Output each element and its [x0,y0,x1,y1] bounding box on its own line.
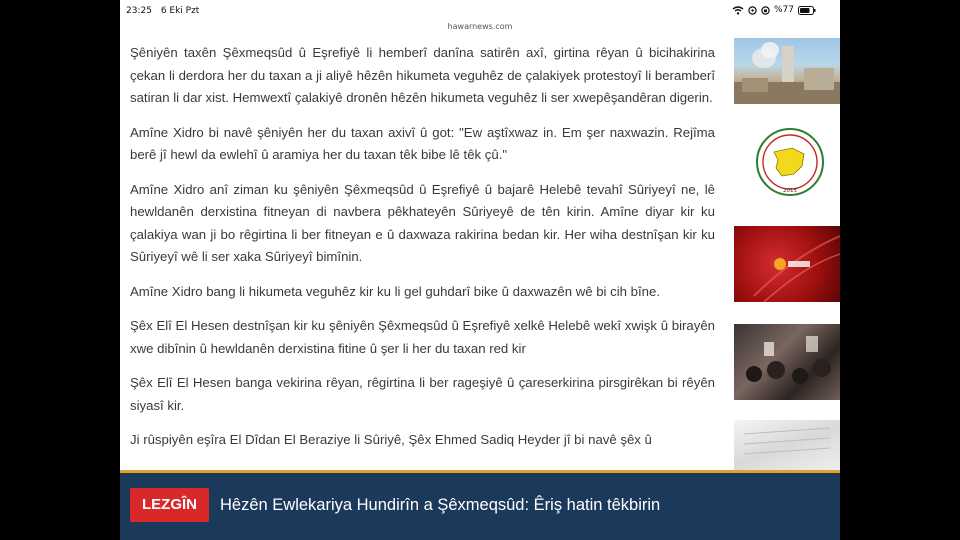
breaking-news-ticker[interactable] [120,470,840,540]
emblem-year: 2015 [783,188,797,194]
breaking-news-badge: LEZGÎN [130,488,209,522]
status-bar [120,0,840,22]
thumbnail-syria-emblem[interactable] [734,126,840,198]
article-paragraph: Amîne Xidro bang li hikumeta veguhêz kir ku li gel guhdarî bike û daxwazên wê bi cih bîne. [130,283,660,299]
breaking-news-headline[interactable]: Hêzên Ewlekariya Hundirîn a Şêxmeqsûd: Êriş hatin têkbirin [220,496,661,514]
status-time: 23:25 [126,6,152,16]
article-paragraph: Amîne Xidro anî ziman ku şêniyên Şêxmeqsûd û Eşrefiyê û bajarê Helebê tevahî Sûriyeyî ne, lê hewldanên derxistina fitneyan di navbera pêkhateyên Sûriyeyê de tên kirin. Amîne diyar kir ku çalakiya wan ji bo rêgirtina li ber fitneyan e û daxwaza rakirina bedan kir. Her wiha destnîşan kir ku Sûriyeyî wê li ser xaka Sûriyeyî bimînin. [130,181,715,264]
thumbnail-smoke-city[interactable] [734,38,840,104]
orientation-lock-icon [761,6,770,15]
battery-percent: %77 [773,5,794,15]
battery-icon [798,6,816,15]
thumbnail-document[interactable] [734,420,840,470]
thumbnail-crowd-night[interactable] [734,324,840,400]
smoke-city-image [734,38,840,104]
url-bar[interactable]: hawarnews.com [447,22,513,31]
wifi-icon [732,6,744,15]
article-body [130,42,715,470]
article-paragraph: Şêx Elî El Hesen destnîşan kir ku şêniyên Şêxmeqsûd û Eşrefiyê xelkê Helebê wekî xwişk û birayên xwe dibînin û hewldanên derxistina fitine û şer li her du taxan red kir [130,318,715,356]
crowd-night-image [734,324,840,400]
location-icon [748,6,757,15]
syria-emblem-image [734,126,840,198]
article-paragraph: Şêniyên taxên Şêxmeqsûd û Eşrefiyê li hemberî danîna satirên axî, girtina rêyan û bicihakirina çekan li derdora her du taxan a ji aliyê hêzên hikumeta veguhêz de çalakiyek protestoyî li beramberî satiran li dar xist. Hemwextî çalakiyê dronên hêzên hikumeta veguhêz li ser xwepêşandêran digerin. [130,45,715,105]
article-paragraph: Amîne Xidro bi navê şêniyên her du taxan axivî û got: "Ew aştîxwaz in. Em şer naxwazin. Rejîma berê jî hewl da ewlehî û aramiya her du taxan têk bibe lê têk çû." [130,124,715,162]
browser-frame [120,0,840,540]
document-image [734,420,840,470]
article-paragraph: Ji rûspiyên eşîra El Dîdan El Beraziye li Sûriyê, Şêx Ehmed Sadiq Heyder jî bi navê şêx û [130,432,652,447]
article-paragraph: Şêx Elî El Hesen banga vekirina rêyan, rêgirtina li ber rageşiyê û çareserkirina pirsgirêkan bi rêyên siyasî kir. [130,375,715,413]
red-graphic-image [734,226,840,302]
status-date: 6 Eki Pzt [160,6,200,16]
thumbnail-red-graphic[interactable] [734,226,840,302]
